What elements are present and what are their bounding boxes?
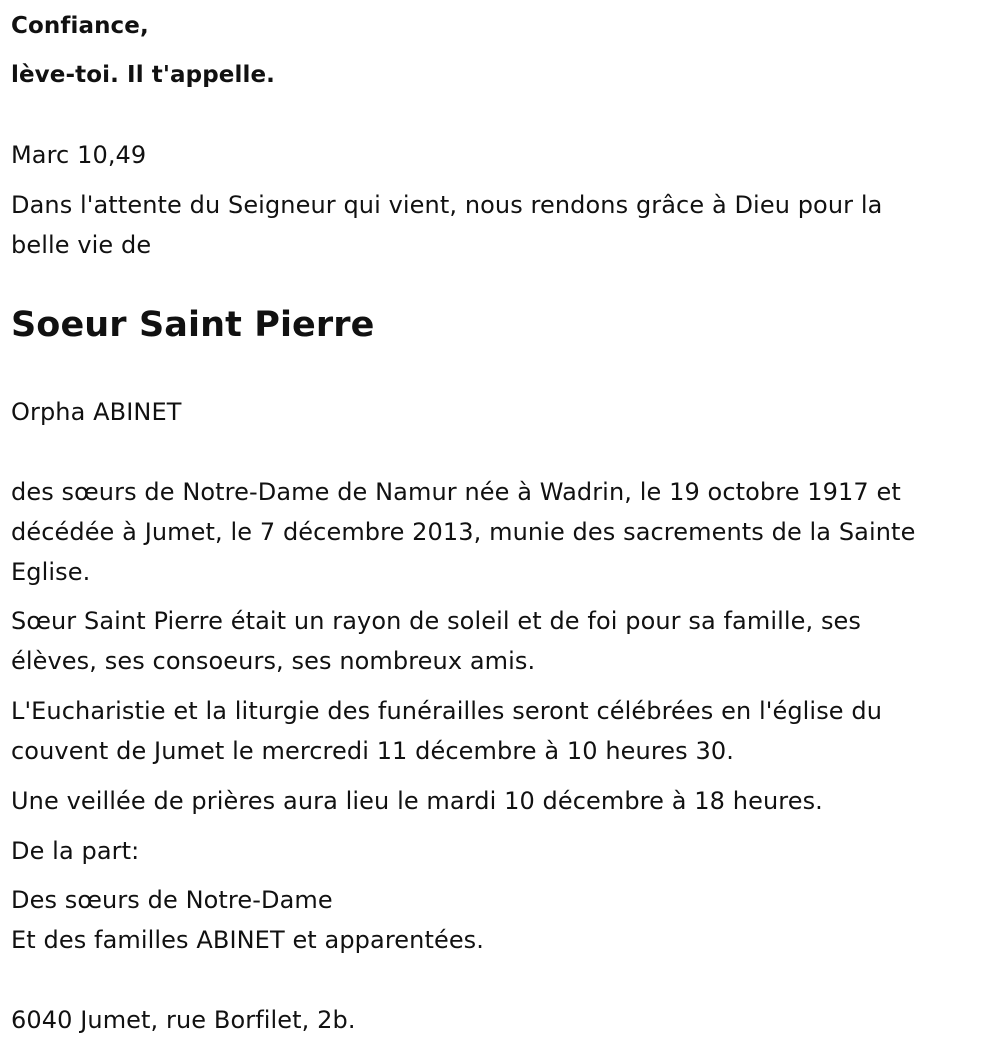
motto-line-2: lève-toi. Il t'appelle. <box>11 62 275 88</box>
intro-line-1: Dans l'attente du Seigneur qui vient, nous rendons grâce à Dieu pour la <box>11 191 883 219</box>
motto-line-1: Confiance, <box>11 13 149 39</box>
bio-line-3: Eglise. <box>11 558 91 586</box>
civil-name: Orpha ABINET <box>11 398 182 426</box>
bio-line-1: des sœurs de Notre-Dame de Namur née à Wadrin, le 19 octobre 1917 et <box>11 478 901 506</box>
vigil-text: Une veillée de prières aura lieu le mardi 10 décembre à 18 heures. <box>11 787 823 815</box>
bio-line-2: décédée à Jumet, le 7 décembre 2013, munie des sacrements de la Sainte <box>11 518 916 546</box>
tribute-line-2: élèves, ses consoeurs, ses nombreux amis. <box>11 647 536 675</box>
from-line-2: Et des familles ABINET et apparentées. <box>11 926 485 954</box>
from-line-1: Des sœurs de Notre-Dame <box>11 886 333 914</box>
funeral-line-2: couvent de Jumet le mercredi 11 décembre à 10 heures 30. <box>11 737 734 765</box>
intro-line-2: belle vie de <box>11 231 152 259</box>
funeral-line-1: L'Eucharistie et la liturgie des funérailles seront célébrées en l'église du <box>11 697 883 725</box>
scripture-reference: Marc 10,49 <box>11 141 147 169</box>
religious-name-heading: Soeur Saint Pierre <box>11 305 375 345</box>
address: 6040 Jumet, rue Borfilet, 2b. <box>11 1006 356 1034</box>
from-label: De la part: <box>11 837 140 865</box>
tribute-line-1: Sœur Saint Pierre était un rayon de soleil et de foi pour sa famille, ses <box>11 607 862 635</box>
